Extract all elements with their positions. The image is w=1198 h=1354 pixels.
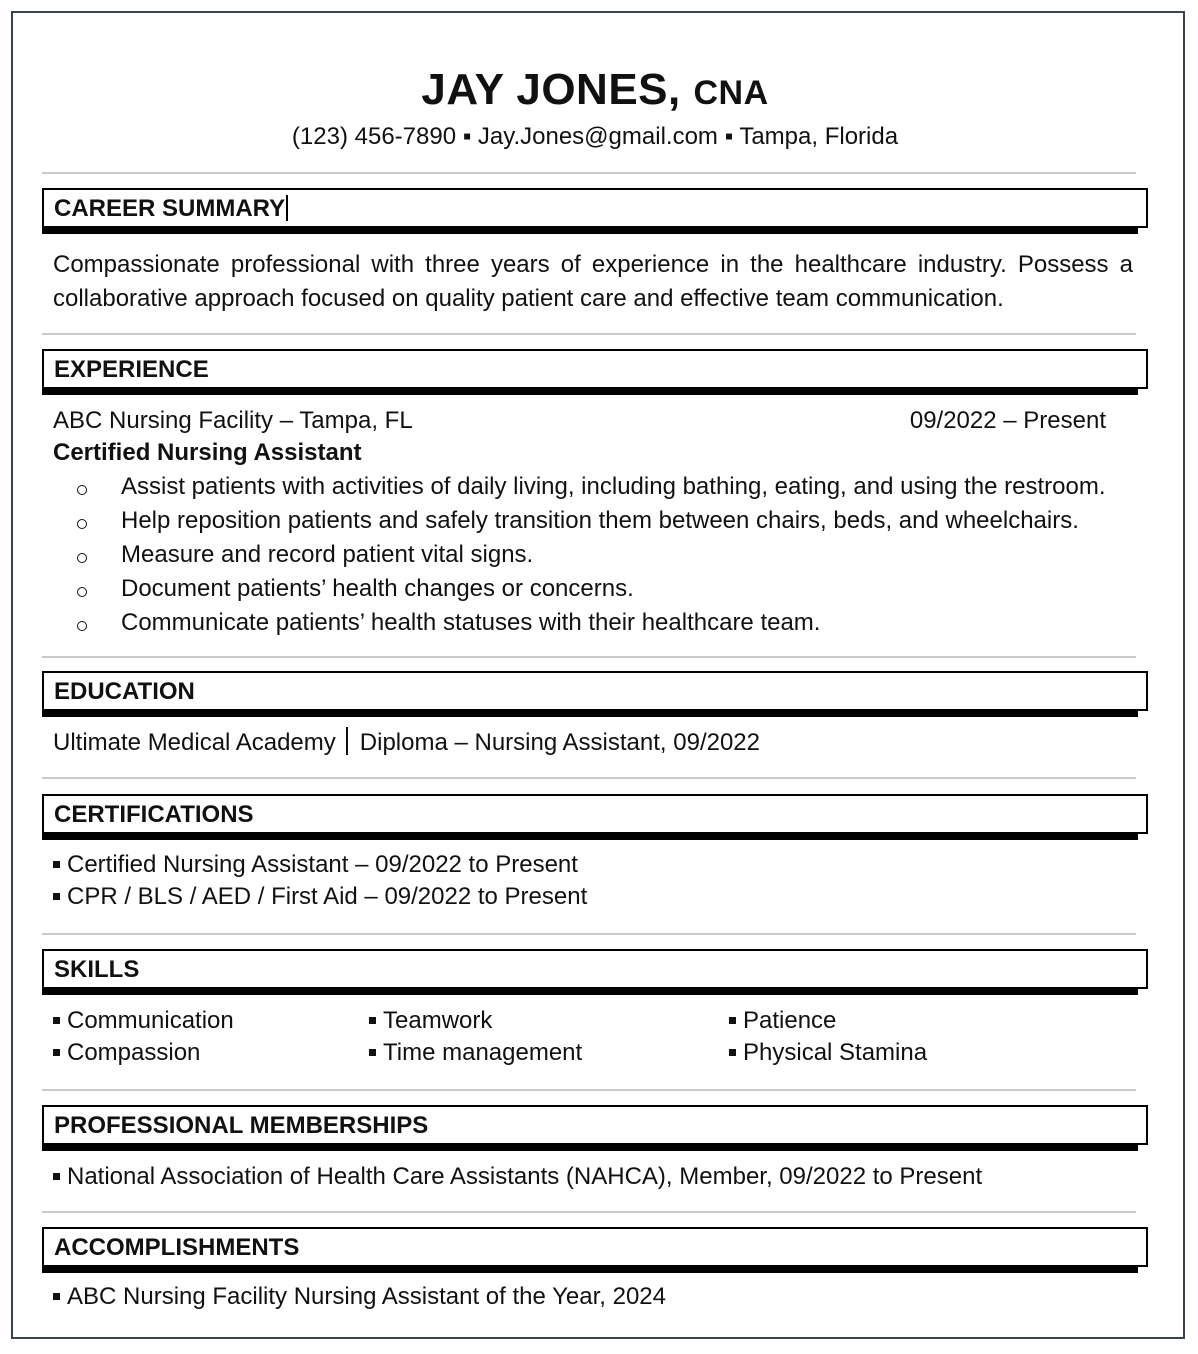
- section-heading-skills: SKILLS: [42, 949, 1148, 997]
- divider: [42, 656, 1136, 658]
- square-bullet-icon: [369, 1017, 376, 1024]
- square-bullet-icon: [53, 893, 60, 900]
- list-item: Document patients’ health changes or concerns.: [53, 572, 1106, 606]
- credential: CNA: [693, 74, 769, 112]
- section-heading-career-summary: CAREER SUMMARY: [42, 188, 1148, 236]
- divider: [42, 333, 1136, 335]
- divider: [42, 933, 1136, 935]
- list-item: Certified Nursing Assistant – 09/2022 to Present: [53, 849, 578, 881]
- duties-list: [53, 470, 1106, 640]
- divider: [42, 1211, 1136, 1213]
- degree: Diploma – Nursing Assistant, 09/2022: [359, 729, 760, 756]
- list-item: Physical Stamina: [729, 1037, 927, 1069]
- section-heading-certifications: CERTIFICATIONS: [42, 794, 1148, 842]
- section-heading-accomplishments: ACCOMPLISHMENTS: [42, 1227, 1148, 1275]
- list-item: Communication: [53, 1005, 234, 1037]
- list-item: Communicate patients’ health statuses with their healthcare team.: [53, 606, 1106, 640]
- square-bullet-icon: [53, 1017, 60, 1024]
- section-heading-experience: EXPERIENCE: [42, 349, 1148, 397]
- square-bullet-icon: [53, 1049, 60, 1056]
- list-item: Help reposition patients and safely transition them between chairs, beds, and wheelchairs.: [53, 504, 1106, 538]
- list-item: Time management: [369, 1037, 582, 1069]
- hollow-bullet-icon: [77, 485, 87, 495]
- list-item: Compassion: [53, 1037, 234, 1069]
- email[interactable]: Jay.Jones@gmail.com: [477, 123, 718, 150]
- square-bullet-icon: [53, 1173, 60, 1180]
- candidate-name: JAY JONES, CNA: [421, 65, 769, 114]
- location: Tampa, Florida: [739, 123, 899, 150]
- skills-column-3: [729, 1005, 927, 1069]
- list-item: Patience: [729, 1005, 927, 1037]
- divider: [42, 1089, 1136, 1091]
- divider: [42, 172, 1136, 174]
- list-item: Teamwork: [369, 1005, 582, 1037]
- square-bullet-icon: [53, 861, 60, 868]
- hollow-bullet-icon: [77, 519, 87, 529]
- job-title: Certified Nursing Assistant: [53, 439, 362, 466]
- hollow-bullet-icon: [77, 587, 87, 597]
- square-bullet-icon: [729, 1049, 736, 1056]
- text-cursor: [286, 195, 288, 221]
- list-item: CPR / BLS / AED / First Aid – 09/2022 to Present: [53, 881, 587, 913]
- contact-info: [42, 120, 1148, 154]
- separator: ▪: [462, 123, 472, 150]
- hollow-bullet-icon: [77, 553, 87, 563]
- pipe-divider: [346, 727, 348, 755]
- employer: ABC Nursing Facility – Tampa, FL: [53, 407, 413, 434]
- list-item: National Association of Health Care Assistants (NAHCA), Member, 09/2022 to Present: [53, 1161, 982, 1193]
- square-bullet-icon: [729, 1017, 736, 1024]
- hollow-bullet-icon: [77, 621, 87, 631]
- section-heading-professional-memberships: PROFESSIONAL MEMBERSHIPS: [42, 1105, 1148, 1153]
- square-bullet-icon: [369, 1049, 376, 1056]
- square-bullet-icon: [53, 1293, 60, 1300]
- phone: (123) 456-7890: [291, 123, 457, 150]
- school-name: Ultimate Medical Academy: [53, 729, 336, 756]
- employment-dates: 09/2022 – Present: [909, 407, 1106, 434]
- skills-column-2: [369, 1005, 582, 1069]
- list-item: Assist patients with activities of daily living, including bathing, eating, and using the restroom.: [53, 470, 1106, 504]
- section-heading-education: EDUCATION: [42, 671, 1148, 719]
- list-item: ABC Nursing Facility Nursing Assistant of the Year, 2024: [53, 1281, 666, 1313]
- skills-column-1: [53, 1005, 234, 1069]
- separator: ▪: [724, 123, 734, 150]
- divider: [42, 777, 1136, 779]
- summary-text: Compassionate professional with three years of experience in the healthcare industry. Possess a collaborative approach focused on quality patient care and effective team communication.: [53, 251, 1133, 312]
- list-item: Measure and record patient vital signs.: [53, 538, 1106, 572]
- education-entry: [53, 727, 760, 759]
